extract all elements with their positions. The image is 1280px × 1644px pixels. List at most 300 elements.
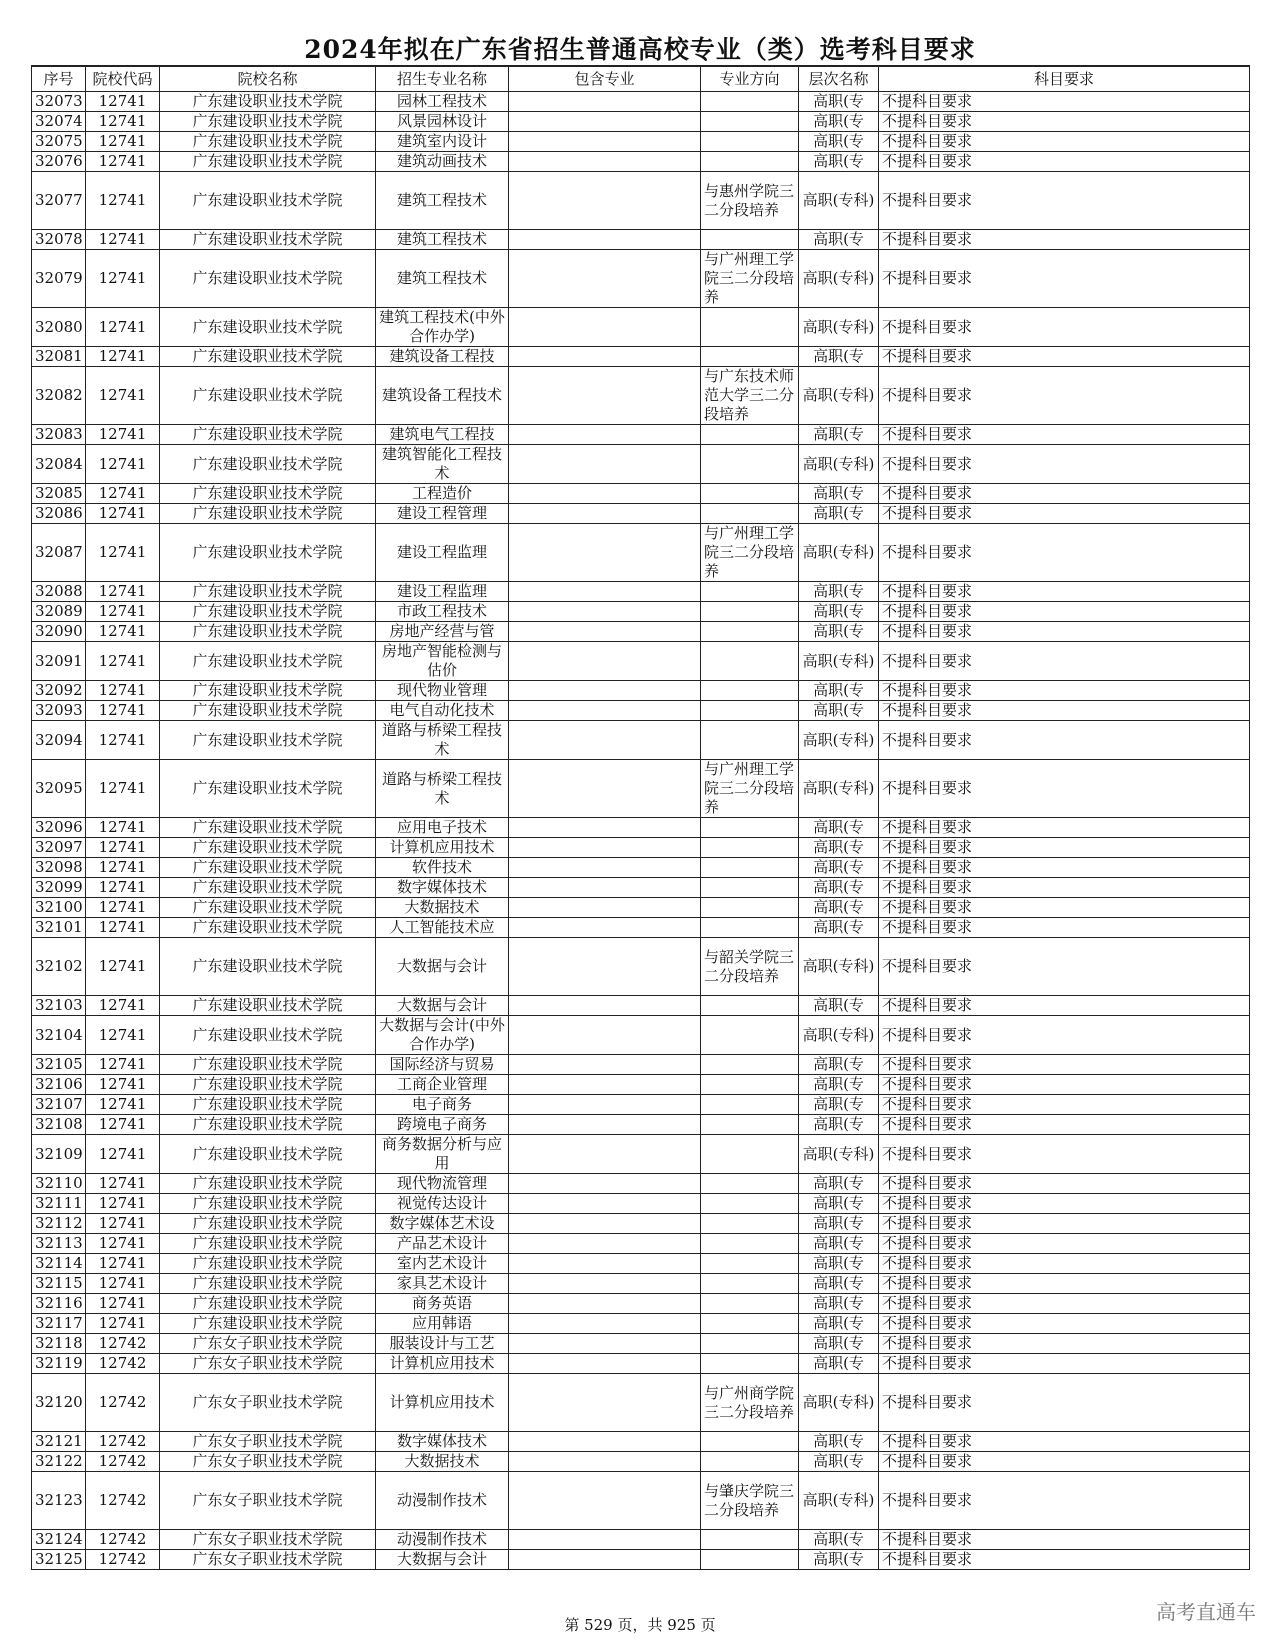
cell-include <box>509 1452 701 1472</box>
table-row <box>32 250 1250 308</box>
cell-direction <box>701 347 799 367</box>
cell-direction <box>701 721 799 760</box>
cell-seq: 32073 <box>32 92 86 112</box>
cell-direction <box>701 1550 799 1570</box>
cell-major: 建筑工程技术 <box>376 172 509 230</box>
cell-major: 产品艺术设计 <box>376 1234 509 1254</box>
cell-school: 广东建设职业技术学院 <box>160 152 376 172</box>
cell-level: 高职(专科) <box>799 250 879 308</box>
cell-direction <box>701 152 799 172</box>
cell-requirement: 不提科目要求 <box>879 1174 1250 1194</box>
cell-requirement: 不提科目要求 <box>879 1334 1250 1354</box>
cell-school: 广东建设职业技术学院 <box>160 918 376 938</box>
cell-school: 广东建设职业技术学院 <box>160 721 376 760</box>
cell-requirement: 不提科目要求 <box>879 425 1250 445</box>
cell-seq: 32120 <box>32 1374 86 1432</box>
cell-code: 12741 <box>86 1194 160 1214</box>
cell-include <box>509 1135 701 1174</box>
cell-code: 12741 <box>86 582 160 602</box>
cell-include <box>509 112 701 132</box>
cell-direction <box>701 230 799 250</box>
cell-direction: 与韶关学院三二分段培养 <box>701 938 799 996</box>
cell-include <box>509 172 701 230</box>
table-row <box>32 1374 1250 1432</box>
cell-requirement: 不提科目要求 <box>879 938 1250 996</box>
cell-major: 大数据技术 <box>376 898 509 918</box>
cell-seq: 32099 <box>32 878 86 898</box>
cell-direction <box>701 1075 799 1095</box>
cell-requirement: 不提科目要求 <box>879 642 1250 681</box>
cell-seq: 32091 <box>32 642 86 681</box>
cell-major: 市政工程技术 <box>376 602 509 622</box>
cell-major: 风景园林设计 <box>376 112 509 132</box>
cell-major: 道路与桥梁工程技术 <box>376 760 509 818</box>
cell-school: 广东建设职业技术学院 <box>160 602 376 622</box>
cell-seq: 32106 <box>32 1075 86 1095</box>
cell-direction <box>701 918 799 938</box>
cell-code: 12742 <box>86 1550 160 1570</box>
cell-direction <box>701 1234 799 1254</box>
cell-direction: 与惠州学院三二分段培养 <box>701 172 799 230</box>
cell-school: 广东女子职业技术学院 <box>160 1472 376 1530</box>
cell-level: 高职(专 <box>799 1075 879 1095</box>
cell-school: 广东女子职业技术学院 <box>160 1530 376 1550</box>
cell-seq: 32088 <box>32 582 86 602</box>
cell-level: 高职(专 <box>799 152 879 172</box>
cell-seq: 32098 <box>32 858 86 878</box>
cell-include <box>509 642 701 681</box>
table-row <box>32 1254 1250 1274</box>
cell-include <box>509 602 701 622</box>
cell-include <box>509 425 701 445</box>
cell-direction <box>701 701 799 721</box>
cell-include <box>509 1075 701 1095</box>
cell-requirement: 不提科目要求 <box>879 1016 1250 1055</box>
cell-include <box>509 858 701 878</box>
cell-include <box>509 230 701 250</box>
cell-seq: 32090 <box>32 622 86 642</box>
cell-school: 广东建设职业技术学院 <box>160 1274 376 1294</box>
cell-seq: 32096 <box>32 818 86 838</box>
cell-include <box>509 760 701 818</box>
table-row <box>32 602 1250 622</box>
table-row <box>32 898 1250 918</box>
cell-code: 12741 <box>86 938 160 996</box>
cell-school: 广东建设职业技术学院 <box>160 1314 376 1334</box>
table-row <box>32 347 1250 367</box>
cell-school: 广东建设职业技术学院 <box>160 230 376 250</box>
table-row <box>32 996 1250 1016</box>
cell-code: 12742 <box>86 1452 160 1472</box>
cell-seq: 32125 <box>32 1550 86 1570</box>
cell-major: 建筑设备工程技 <box>376 347 509 367</box>
cell-level: 高职(专 <box>799 1095 879 1115</box>
cell-school: 广东建设职业技术学院 <box>160 132 376 152</box>
cell-requirement: 不提科目要求 <box>879 818 1250 838</box>
cell-seq: 32085 <box>32 484 86 504</box>
cell-major: 软件技术 <box>376 858 509 878</box>
table-row <box>32 818 1250 838</box>
cell-code: 12741 <box>86 1234 160 1254</box>
cell-requirement: 不提科目要求 <box>879 1214 1250 1234</box>
cell-include <box>509 152 701 172</box>
cell-requirement: 不提科目要求 <box>879 112 1250 132</box>
cell-requirement: 不提科目要求 <box>879 250 1250 308</box>
cell-school: 广东建设职业技术学院 <box>160 112 376 132</box>
table-row <box>32 582 1250 602</box>
cell-requirement: 不提科目要求 <box>879 1075 1250 1095</box>
cell-include <box>509 996 701 1016</box>
cell-level: 高职(专 <box>799 818 879 838</box>
table-row <box>32 1354 1250 1374</box>
cell-include <box>509 347 701 367</box>
cell-code: 12741 <box>86 721 160 760</box>
cell-code: 12742 <box>86 1530 160 1550</box>
cell-direction <box>701 1432 799 1452</box>
table-row <box>32 152 1250 172</box>
cell-level: 高职(专 <box>799 878 879 898</box>
cell-major: 数字媒体技术 <box>376 878 509 898</box>
cell-major: 工程造价 <box>376 484 509 504</box>
cell-school: 广东女子职业技术学院 <box>160 1452 376 1472</box>
cell-direction <box>701 1274 799 1294</box>
table-body <box>32 92 1250 1570</box>
cell-level: 高职(专 <box>799 1334 879 1354</box>
cell-include <box>509 838 701 858</box>
cell-seq: 32086 <box>32 504 86 524</box>
cell-direction <box>701 602 799 622</box>
cell-level: 高职(专科) <box>799 642 879 681</box>
cell-school: 广东建设职业技术学院 <box>160 172 376 230</box>
cell-major: 建筑智能化工程技术 <box>376 445 509 484</box>
cell-major: 建筑工程技术 <box>376 230 509 250</box>
cell-seq: 32076 <box>32 152 86 172</box>
cell-requirement: 不提科目要求 <box>879 1530 1250 1550</box>
cell-level: 高职(专 <box>799 1194 879 1214</box>
cell-requirement: 不提科目要求 <box>879 347 1250 367</box>
cell-school: 广东建设职业技术学院 <box>160 1075 376 1095</box>
cell-level: 高职(专 <box>799 701 879 721</box>
table-row <box>32 622 1250 642</box>
cell-major: 道路与桥梁工程技术 <box>376 721 509 760</box>
cell-requirement: 不提科目要求 <box>879 445 1250 484</box>
cell-level: 高职(专 <box>799 1174 879 1194</box>
table-row <box>32 504 1250 524</box>
table-row <box>32 938 1250 996</box>
cell-requirement: 不提科目要求 <box>879 484 1250 504</box>
cell-seq: 32104 <box>32 1016 86 1055</box>
cell-seq: 32101 <box>32 918 86 938</box>
cell-level: 高职(专 <box>799 1550 879 1570</box>
cell-level: 高职(专 <box>799 918 879 938</box>
cell-school: 广东建设职业技术学院 <box>160 1095 376 1115</box>
cell-major: 建筑电气工程技 <box>376 425 509 445</box>
cell-direction <box>701 1194 799 1214</box>
table-row <box>32 1530 1250 1550</box>
cell-major: 应用电子技术 <box>376 818 509 838</box>
cell-requirement: 不提科目要求 <box>879 132 1250 152</box>
cell-level: 高职(专科) <box>799 445 879 484</box>
cell-code: 12741 <box>86 918 160 938</box>
cell-direction: 与广州理工学院三二分段培养 <box>701 524 799 582</box>
cell-code: 12741 <box>86 308 160 347</box>
table-row <box>32 524 1250 582</box>
cell-level: 高职(专 <box>799 838 879 858</box>
cell-school: 广东女子职业技术学院 <box>160 1354 376 1374</box>
cell-seq: 32084 <box>32 445 86 484</box>
cell-major: 大数据与会计 <box>376 938 509 996</box>
cell-seq: 32121 <box>32 1432 86 1452</box>
cell-requirement: 不提科目要求 <box>879 1135 1250 1174</box>
cell-direction: 与肇庆学院三二分段培养 <box>701 1472 799 1530</box>
cell-requirement: 不提科目要求 <box>879 1294 1250 1314</box>
cell-include <box>509 92 701 112</box>
cell-seq: 32118 <box>32 1334 86 1354</box>
cell-code: 12741 <box>86 701 160 721</box>
cell-code: 12742 <box>86 1334 160 1354</box>
table-row <box>32 1294 1250 1314</box>
cell-major: 房地产智能检测与估价 <box>376 642 509 681</box>
cell-include <box>509 1472 701 1530</box>
cell-requirement: 不提科目要求 <box>879 701 1250 721</box>
cell-major: 现代物流管理 <box>376 1174 509 1194</box>
cell-include <box>509 1374 701 1432</box>
cell-code: 12741 <box>86 878 160 898</box>
cell-direction <box>701 878 799 898</box>
cell-include <box>509 1194 701 1214</box>
cell-major: 应用韩语 <box>376 1314 509 1334</box>
cell-level: 高职(专科) <box>799 367 879 425</box>
cell-seq: 32122 <box>32 1452 86 1472</box>
cell-direction <box>701 308 799 347</box>
cell-requirement: 不提科目要求 <box>879 602 1250 622</box>
cell-seq: 32112 <box>32 1214 86 1234</box>
cell-code: 12741 <box>86 1274 160 1294</box>
cell-code: 12741 <box>86 760 160 818</box>
cell-include <box>509 250 701 308</box>
header-major: 招生专业名称 <box>376 66 509 92</box>
cell-direction <box>701 1334 799 1354</box>
table-row <box>32 1214 1250 1234</box>
cell-code: 12741 <box>86 230 160 250</box>
cell-code: 12741 <box>86 367 160 425</box>
table-row <box>32 484 1250 504</box>
cell-code: 12741 <box>86 172 160 230</box>
cell-requirement: 不提科目要求 <box>879 1432 1250 1452</box>
cell-include <box>509 918 701 938</box>
cell-include <box>509 1214 701 1234</box>
cell-school: 广东建设职业技术学院 <box>160 1115 376 1135</box>
cell-seq: 32074 <box>32 112 86 132</box>
cell-code: 12741 <box>86 484 160 504</box>
cell-level: 高职(专科) <box>799 308 879 347</box>
cell-direction <box>701 1055 799 1075</box>
cell-major: 商务英语 <box>376 1294 509 1314</box>
cell-direction <box>701 681 799 701</box>
cell-direction <box>701 484 799 504</box>
cell-include <box>509 1294 701 1314</box>
cell-requirement: 不提科目要求 <box>879 858 1250 878</box>
cell-level: 高职(专 <box>799 681 879 701</box>
cell-major: 建筑工程技术(中外合作办学) <box>376 308 509 347</box>
cell-school: 广东女子职业技术学院 <box>160 1432 376 1452</box>
cell-requirement: 不提科目要求 <box>879 1055 1250 1075</box>
cell-school: 广东建设职业技术学院 <box>160 818 376 838</box>
header-school: 院校名称 <box>160 66 376 92</box>
header-requirement: 科目要求 <box>879 66 1250 92</box>
cell-major: 大数据与会计(中外合作办学) <box>376 1016 509 1055</box>
cell-level: 高职(专 <box>799 582 879 602</box>
cell-seq: 32103 <box>32 996 86 1016</box>
cell-seq: 32077 <box>32 172 86 230</box>
cell-direction <box>701 445 799 484</box>
cell-major: 电子商务 <box>376 1095 509 1115</box>
cell-code: 12741 <box>86 996 160 1016</box>
cell-school: 广东建设职业技术学院 <box>160 1174 376 1194</box>
table-row <box>32 1452 1250 1472</box>
cell-seq: 32110 <box>32 1174 86 1194</box>
cell-seq: 32080 <box>32 308 86 347</box>
cell-school: 广东建设职业技术学院 <box>160 1135 376 1174</box>
cell-direction <box>701 1530 799 1550</box>
cell-major: 大数据与会计 <box>376 996 509 1016</box>
cell-level: 高职(专 <box>799 1254 879 1274</box>
cell-requirement: 不提科目要求 <box>879 878 1250 898</box>
cell-code: 12741 <box>86 425 160 445</box>
table-row <box>32 1194 1250 1214</box>
cell-code: 12741 <box>86 642 160 681</box>
cell-requirement: 不提科目要求 <box>879 308 1250 347</box>
cell-include <box>509 1115 701 1135</box>
cell-seq: 32123 <box>32 1472 86 1530</box>
cell-include <box>509 1234 701 1254</box>
cell-school: 广东建设职业技术学院 <box>160 1194 376 1214</box>
cell-major: 建筑设备工程技术 <box>376 367 509 425</box>
cell-school: 广东建设职业技术学院 <box>160 838 376 858</box>
cell-requirement: 不提科目要求 <box>879 1550 1250 1570</box>
cell-include <box>509 1055 701 1075</box>
cell-direction <box>701 1254 799 1274</box>
cell-code: 12741 <box>86 347 160 367</box>
table-row <box>32 1174 1250 1194</box>
cell-code: 12741 <box>86 1254 160 1274</box>
table-row <box>32 112 1250 132</box>
cell-direction <box>701 132 799 152</box>
cell-direction <box>701 1214 799 1234</box>
cell-include <box>509 524 701 582</box>
cell-major: 建设工程管理 <box>376 504 509 524</box>
cell-requirement: 不提科目要求 <box>879 1194 1250 1214</box>
cell-direction <box>701 642 799 681</box>
cell-direction <box>701 1294 799 1314</box>
cell-level: 高职(专 <box>799 1432 879 1452</box>
cell-level: 高职(专 <box>799 230 879 250</box>
cell-requirement: 不提科目要求 <box>879 622 1250 642</box>
cell-direction <box>701 1452 799 1472</box>
cell-seq: 32114 <box>32 1254 86 1274</box>
cell-include <box>509 308 701 347</box>
cell-school: 广东女子职业技术学院 <box>160 1334 376 1354</box>
cell-school: 广东建设职业技术学院 <box>160 92 376 112</box>
cell-school: 广东建设职业技术学院 <box>160 878 376 898</box>
table-row <box>32 1334 1250 1354</box>
cell-seq: 32113 <box>32 1234 86 1254</box>
cell-code: 12741 <box>86 1314 160 1334</box>
cell-major: 人工智能技术应 <box>376 918 509 938</box>
table-row <box>32 701 1250 721</box>
cell-requirement: 不提科目要求 <box>879 152 1250 172</box>
cell-major: 电气自动化技术 <box>376 701 509 721</box>
cell-school: 广东建设职业技术学院 <box>160 308 376 347</box>
page-title: 2024年拟在广东省招生普通高校专业（类）选考科目要求 <box>304 35 976 64</box>
table-row <box>32 1314 1250 1334</box>
cell-code: 12741 <box>86 1135 160 1174</box>
cell-requirement: 不提科目要求 <box>879 760 1250 818</box>
cell-include <box>509 132 701 152</box>
table-row <box>32 918 1250 938</box>
table-row <box>32 1135 1250 1174</box>
cell-requirement: 不提科目要求 <box>879 367 1250 425</box>
cell-level: 高职(专 <box>799 1274 879 1294</box>
cell-seq: 32092 <box>32 681 86 701</box>
cell-level: 高职(专科) <box>799 1472 879 1530</box>
cell-code: 12741 <box>86 524 160 582</box>
cell-major: 现代物业管理 <box>376 681 509 701</box>
cell-requirement: 不提科目要求 <box>879 172 1250 230</box>
header-code: 院校代码 <box>86 66 160 92</box>
table-row <box>32 1016 1250 1055</box>
cell-direction <box>701 504 799 524</box>
cell-code: 12742 <box>86 1354 160 1374</box>
cell-level: 高职(专 <box>799 1452 879 1472</box>
cell-level: 高职(专 <box>799 858 879 878</box>
cell-direction: 与广州商学院三二分段培养 <box>701 1374 799 1432</box>
cell-level: 高职(专 <box>799 1530 879 1550</box>
cell-level: 高职(专 <box>799 1314 879 1334</box>
cell-level: 高职(专 <box>799 1214 879 1234</box>
cell-seq: 32116 <box>32 1294 86 1314</box>
cell-requirement: 不提科目要求 <box>879 1274 1250 1294</box>
cell-school: 广东建设职业技术学院 <box>160 938 376 996</box>
cell-school: 广东建设职业技术学院 <box>160 681 376 701</box>
cell-direction <box>701 838 799 858</box>
cell-school: 广东建设职业技术学院 <box>160 484 376 504</box>
cell-code: 12742 <box>86 1374 160 1432</box>
cell-include <box>509 1016 701 1055</box>
cell-requirement: 不提科目要求 <box>879 996 1250 1016</box>
header-direction: 专业方向 <box>701 66 799 92</box>
cell-code: 12741 <box>86 602 160 622</box>
cell-code: 12742 <box>86 1432 160 1452</box>
table-row <box>32 1432 1250 1452</box>
cell-school: 广东建设职业技术学院 <box>160 1294 376 1314</box>
cell-school: 广东建设职业技术学院 <box>160 445 376 484</box>
header-row <box>32 66 1250 92</box>
cell-code: 12741 <box>86 622 160 642</box>
cell-include <box>509 504 701 524</box>
cell-seq: 32087 <box>32 524 86 582</box>
cell-level: 高职(专 <box>799 132 879 152</box>
cell-requirement: 不提科目要求 <box>879 230 1250 250</box>
cell-include <box>509 367 701 425</box>
cell-level: 高职(专 <box>799 1055 879 1075</box>
cell-major: 跨境电子商务 <box>376 1115 509 1135</box>
cell-major: 计算机应用技术 <box>376 838 509 858</box>
cell-include <box>509 938 701 996</box>
table-row <box>32 642 1250 681</box>
cell-code: 12741 <box>86 250 160 308</box>
cell-school: 广东建设职业技术学院 <box>160 858 376 878</box>
